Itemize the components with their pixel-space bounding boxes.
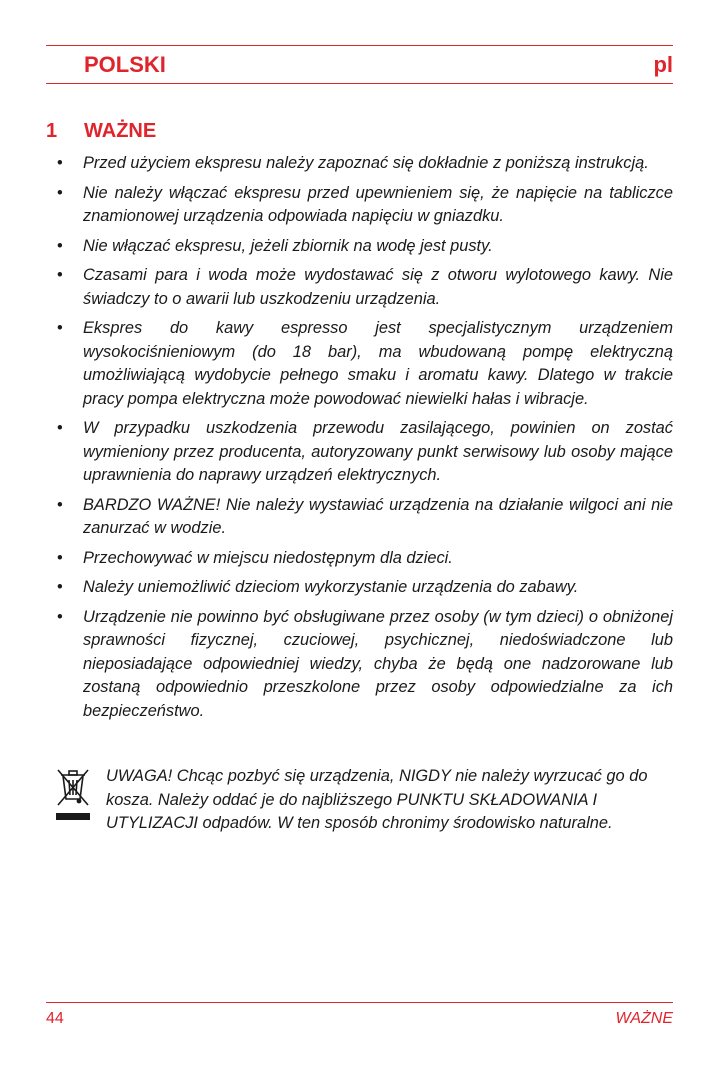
header-top-rule [46,45,673,46]
list-item-text: Przechowywać w miejscu niedostępnym dla dzieci. [83,548,453,567]
list-item-text: Czasami para i woda może wydostawać się z otworu wylotowego kawy. Nie świadczy to o awarii lub uszkodzeniu urządzenia. [83,266,673,308]
bullet-icon: • [57,154,63,172]
section-heading [46,120,673,143]
page-language-title: POLSKI [84,52,166,77]
page-number: 44 [46,1010,64,1027]
language-code: pl [653,52,673,77]
list-item-text: Należy uniemożliwić dzieciom wykorzystanie urządzenia do zabawy. [83,578,579,596]
list-item-text: Ekspres do kawy espresso jest specjalistycznym urządzeniem wysokociśnieniowym (do 18 bar), ma wbudowaną pompę elektryczną umożliwiającą wydobycie pełnego smaku i aromatu kawy. Dlatego w trakcie pracy pompa elektryczna może powodować niewielki hałas i wibracje. [83,319,673,408]
bullet-icon: • [57,548,63,567]
bullet-icon: • [57,319,63,337]
list-item [54,264,673,311]
footer-section-title: WAŻNE [615,1010,673,1027]
list-item [54,182,673,229]
safety-list [54,152,673,729]
list-item [54,576,673,600]
list-item [54,606,673,724]
list-item-text: Nie należy włączać ekspresu przed upewnieniem się, że napięcie na tabliczce znamionowej urządzenia odpowiada napięciu w gniazdku. [83,183,673,225]
list-item-text: BARDZO WAŻNE! Nie należy wystawiać urządzenia na działanie wilgoci ani nie zanurzać w wodzie. [83,495,673,537]
header-bottom-rule [46,83,673,84]
bullet-icon: • [57,266,63,284]
footer-rule [46,1002,673,1003]
bullet-icon: • [57,419,63,437]
section-number: 1 [46,120,58,142]
list-item-text: W przypadku uszkodzenia przewodu zasilającego, powinien on zostać wymieniony przez producenta, autoryzowany punkt serwisowy lub osoby mające uprawnienia do naprawy urządzeń elektrycznych. [83,419,673,484]
list-item-text: Przed użyciem ekspresu należy zapoznać się dokładnie z poniższą instrukcją. [83,154,649,172]
warning-text: UWAGA! Chcąc pozbyć się urządzenia, NIGDY nie należy wyrzucać go do kosza. Należy oddać je do najbliższego PUNKTU SKŁADOWANIA I UTYLIZACJI odpadów. W ten sposób chronimy środowisko naturalne. [106,767,648,832]
list-item [54,235,673,259]
list-item [54,494,673,541]
bullet-icon: • [57,236,63,255]
list-item-text: Nie włączać ekspresu, jeżeli zbiornik na wodę jest pusty. [83,236,493,255]
list-item [54,317,673,411]
bullet-icon: • [57,183,63,202]
disposal-warning [52,765,673,836]
list-item-text: Urządzenie nie powinno być obsługiwane przez osoby (w tym dzieci) o obniżonej sprawności fizycznej, czuciowej, psychicznej, niedoświadczone lub nieposiadające odpowiedniej wiedzy, chyba że będą one nadzorowane lub zostaną odpowiednio przeszkolone przez osoby odpowiedzialne za ich bezpieczeństwo. [83,607,673,720]
list-item [54,547,673,571]
list-item [54,152,673,176]
section-title: WAŻNE [84,120,157,142]
bullet-icon: • [57,607,63,626]
crossed-bin-icon [52,765,94,825]
bullet-icon: • [57,495,63,514]
list-item [54,417,673,488]
bullet-icon: • [57,578,63,596]
